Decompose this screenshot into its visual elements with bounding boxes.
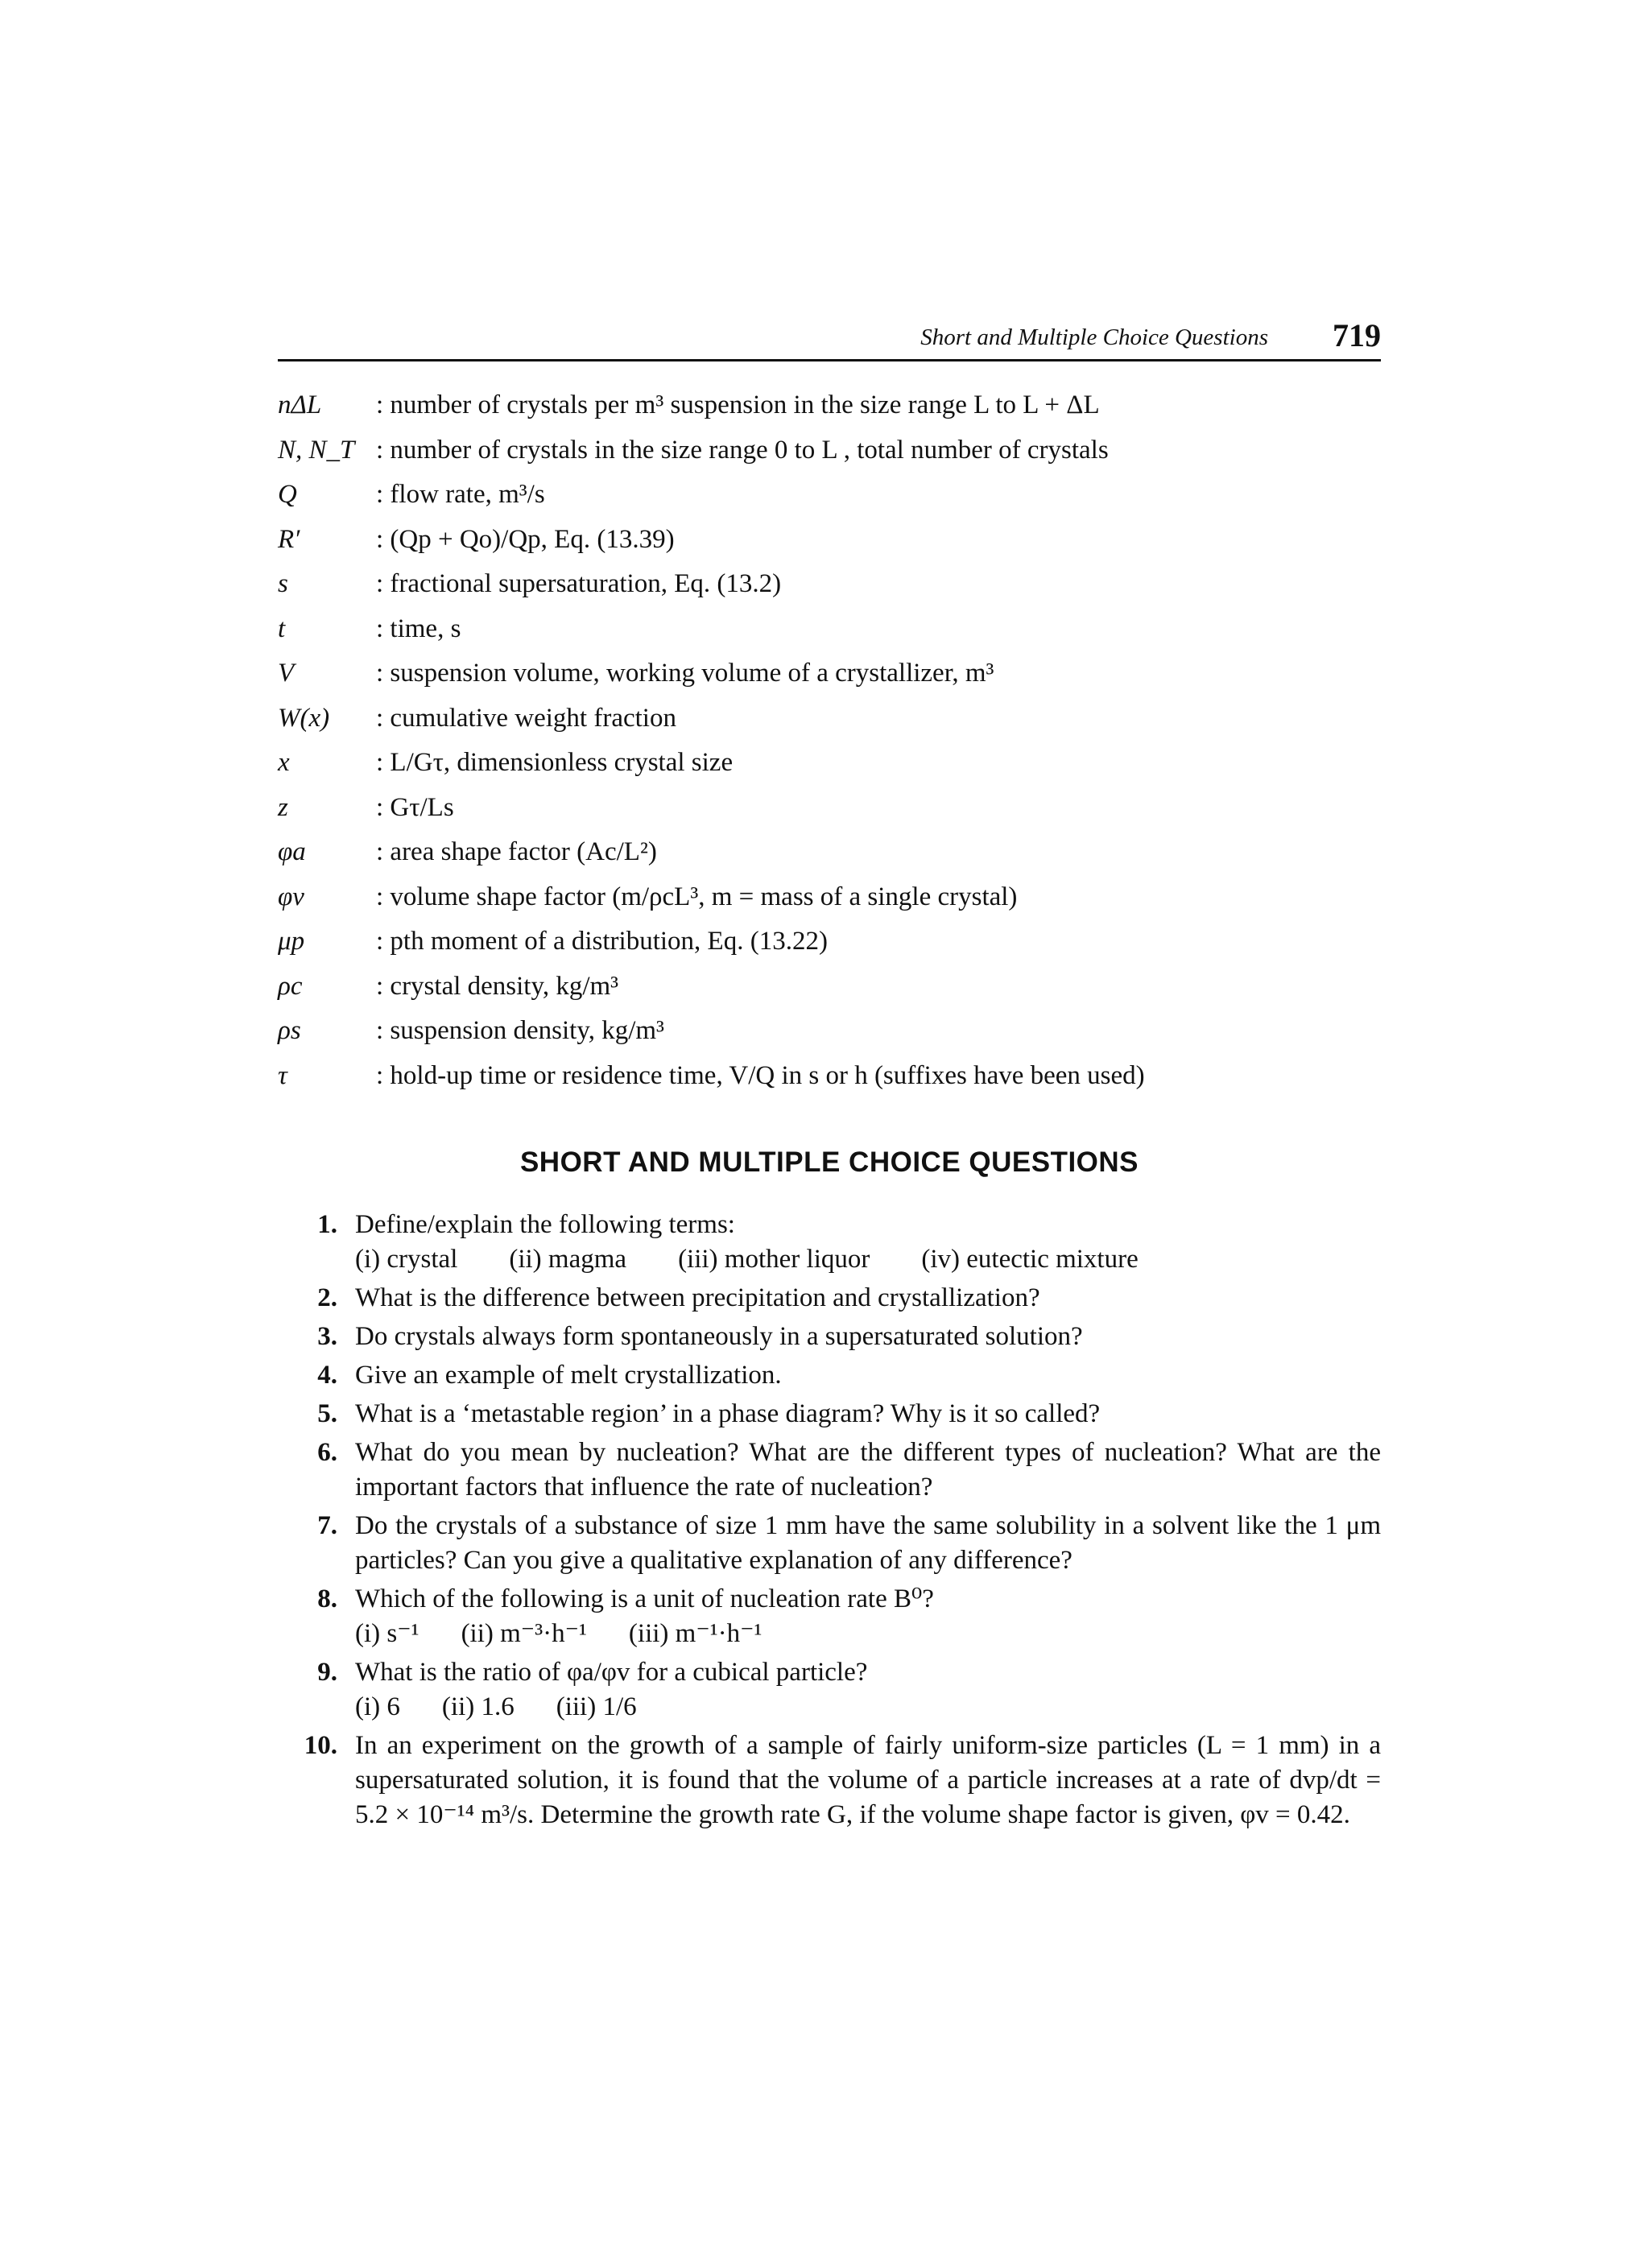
nomenclature-row bbox=[278, 473, 1405, 518]
question-body bbox=[355, 1729, 1381, 1832]
nomenclature-symbol: N, N_T bbox=[278, 435, 355, 465]
question-item bbox=[278, 1397, 1381, 1431]
question-number: 7. bbox=[317, 1511, 337, 1540]
question-options bbox=[355, 1617, 1381, 1651]
question-text: Do the crystals of a substance of size 1 mm have the same solubility in a solvent like the 1 μm particles? Can you give a qualitative explanation of any difference? bbox=[355, 1511, 1381, 1575]
question-number: 1. bbox=[317, 1210, 337, 1239]
header-rule bbox=[278, 359, 1381, 361]
question-option: (iii) m⁻¹·h⁻¹ bbox=[628, 1619, 763, 1648]
question-item bbox=[278, 1281, 1381, 1316]
question-text: Give an example of melt crystallization. bbox=[355, 1361, 782, 1390]
question-body bbox=[355, 1397, 1381, 1431]
question-number: 6. bbox=[317, 1438, 337, 1467]
nomenclature-row bbox=[278, 607, 1405, 652]
question-item bbox=[278, 1582, 1381, 1651]
question-text: What is the difference between precipitation and crystallization? bbox=[355, 1283, 1040, 1312]
nomenclature-row bbox=[278, 696, 1405, 742]
question-body bbox=[355, 1320, 1381, 1354]
question-number: 2. bbox=[317, 1283, 337, 1312]
question-body bbox=[355, 1208, 1381, 1277]
question-number: 9. bbox=[317, 1658, 337, 1687]
nomenclature-symbol: ρc bbox=[278, 971, 303, 1001]
section-title: SHORT AND MULTIPLE CHOICE QUESTIONS bbox=[519, 1146, 1139, 1178]
nomenclature-row bbox=[278, 830, 1405, 875]
nomenclature-row bbox=[278, 651, 1405, 696]
nomenclature-definition: : L/Gτ, dimensionless crystal size bbox=[376, 748, 734, 777]
nomenclature-symbol: z bbox=[278, 792, 288, 822]
question-number: 10. bbox=[304, 1731, 337, 1760]
question-number: 8. bbox=[317, 1584, 337, 1613]
page-number: 719 bbox=[1333, 317, 1381, 353]
question-option: (ii) magma bbox=[509, 1245, 627, 1274]
nomenclature-definition: : pth moment of a distribution, Eq. (13.22) bbox=[376, 927, 828, 956]
nomenclature-symbol: s bbox=[278, 569, 288, 598]
question-option: (i) crystal bbox=[355, 1245, 458, 1274]
question-text: Define/explain the following terms: bbox=[355, 1210, 735, 1239]
nomenclature-symbol: ρs bbox=[278, 1016, 301, 1045]
question-item bbox=[278, 1358, 1381, 1393]
question-item bbox=[278, 1320, 1381, 1354]
question-body bbox=[355, 1436, 1381, 1505]
nomenclature-row bbox=[278, 428, 1405, 473]
nomenclature-definition: : Gτ/Ls bbox=[376, 792, 454, 822]
nomenclature-definition: : crystal density, kg/m³ bbox=[376, 971, 619, 1001]
question-body bbox=[355, 1509, 1381, 1578]
nomenclature-row bbox=[278, 741, 1405, 786]
question-options bbox=[355, 1690, 1381, 1725]
question-body bbox=[355, 1281, 1381, 1316]
question-item bbox=[278, 1436, 1381, 1505]
question-text: What is the ratio of φa/φv for a cubical particle? bbox=[355, 1658, 868, 1687]
nomenclature-symbol: φa bbox=[278, 837, 306, 866]
nomenclature-definition: : cumulative weight fraction bbox=[376, 703, 676, 733]
question-item bbox=[278, 1509, 1381, 1578]
question-option: (i) 6 bbox=[355, 1692, 400, 1721]
nomenclature-row bbox=[278, 518, 1405, 563]
nomenclature-definition: : (Qp + Qo)/Qp, Eq. (13.39) bbox=[376, 524, 675, 554]
nomenclature-definition: : suspension volume, working volume of a crystallizer, m³ bbox=[376, 659, 994, 688]
nomenclature-symbol: φv bbox=[278, 882, 304, 911]
question-text: Do crystals always form spontaneously in a supersaturated solution? bbox=[355, 1322, 1083, 1351]
nomenclature-symbol: V bbox=[278, 659, 295, 688]
question-number: 4. bbox=[317, 1361, 337, 1390]
question-number: 3. bbox=[317, 1322, 337, 1351]
nomenclature-definition: : area shape factor (Ac/L²) bbox=[376, 837, 657, 866]
nomenclature-row bbox=[278, 383, 1405, 428]
nomenclature-symbol: R′ bbox=[278, 524, 300, 554]
question-item bbox=[278, 1655, 1381, 1725]
nomenclature-row bbox=[278, 919, 1405, 965]
nomenclature-symbol: x bbox=[278, 748, 290, 777]
nomenclature-definition: : suspension density, kg/m³ bbox=[376, 1016, 664, 1045]
nomenclature-symbol: μp bbox=[278, 927, 305, 956]
question-text: What do you mean by nucleation? What are the different types of nucleation? What are the important factors that influence the rate of nucleation? bbox=[355, 1438, 1381, 1502]
question-text: Which of the following is a unit of nucleation rate B⁰? bbox=[355, 1584, 934, 1613]
question-text: What is a ‘metastable region’ in a phase diagram? Why is it so called? bbox=[355, 1399, 1101, 1428]
question-text: In an experiment on the growth of a sample of fairly uniform-size particles (L = 1 mm) in a supersaturated solution, it is found that the volume of a particle increases at a rate of dvp/dt = 5.2 × 10⁻¹⁴ m³/s. Determine the growth rate G, if the volume shape factor is given, φv = 0.42. bbox=[355, 1731, 1381, 1829]
question-item bbox=[278, 1208, 1381, 1277]
running-header bbox=[278, 310, 1381, 360]
nomenclature-row bbox=[278, 875, 1405, 920]
nomenclature-definition: : fractional supersaturation, Eq. (13.2) bbox=[376, 569, 782, 598]
question-option: (iii) mother liquor bbox=[678, 1245, 870, 1274]
nomenclature-definition: : hold-up time or residence time, V/Q in s or h (suffixes have been used) bbox=[376, 1060, 1145, 1090]
question-option: (ii) 1.6 bbox=[441, 1692, 515, 1721]
nomenclature-row bbox=[278, 1054, 1405, 1099]
question-item bbox=[278, 1729, 1381, 1832]
question-number: 5. bbox=[317, 1399, 337, 1428]
running-title: Short and Multiple Choice Questions bbox=[920, 324, 1268, 350]
nomenclature-definition: : number of crystals in the size range 0 to L , total number of crystals bbox=[376, 435, 1109, 465]
nomenclature-row bbox=[278, 786, 1405, 831]
nomenclature-definition: : volume shape factor (m/ρcL³, m = mass of a single crystal) bbox=[376, 882, 1018, 911]
question-body bbox=[355, 1358, 1381, 1393]
nomenclature-row bbox=[278, 562, 1405, 607]
nomenclature-list bbox=[278, 383, 1405, 1098]
nomenclature-symbol: W(x) bbox=[278, 703, 330, 733]
question-option: (iii) 1/6 bbox=[556, 1692, 637, 1721]
question-option: (i) s⁻¹ bbox=[355, 1619, 419, 1648]
question-option: (iv) eutectic mixture bbox=[921, 1245, 1139, 1274]
nomenclature-symbol: τ bbox=[278, 1060, 287, 1090]
question-options bbox=[355, 1242, 1381, 1277]
nomenclature-symbol: t bbox=[278, 613, 286, 643]
nomenclature-symbol: Q bbox=[278, 480, 297, 509]
nomenclature-symbol: nΔL bbox=[278, 390, 322, 419]
question-body bbox=[355, 1582, 1381, 1651]
question-body bbox=[355, 1655, 1381, 1725]
nomenclature-definition: : flow rate, m³/s bbox=[376, 480, 545, 509]
question-option: (ii) m⁻³·h⁻¹ bbox=[461, 1619, 587, 1648]
nomenclature-definition: : number of crystals per m³ suspension in the size range L to L + ΔL bbox=[376, 390, 1100, 419]
question-list bbox=[278, 1208, 1381, 1836]
nomenclature-row bbox=[278, 965, 1405, 1010]
nomenclature-definition: : time, s bbox=[376, 613, 461, 643]
nomenclature-row bbox=[278, 1009, 1405, 1054]
